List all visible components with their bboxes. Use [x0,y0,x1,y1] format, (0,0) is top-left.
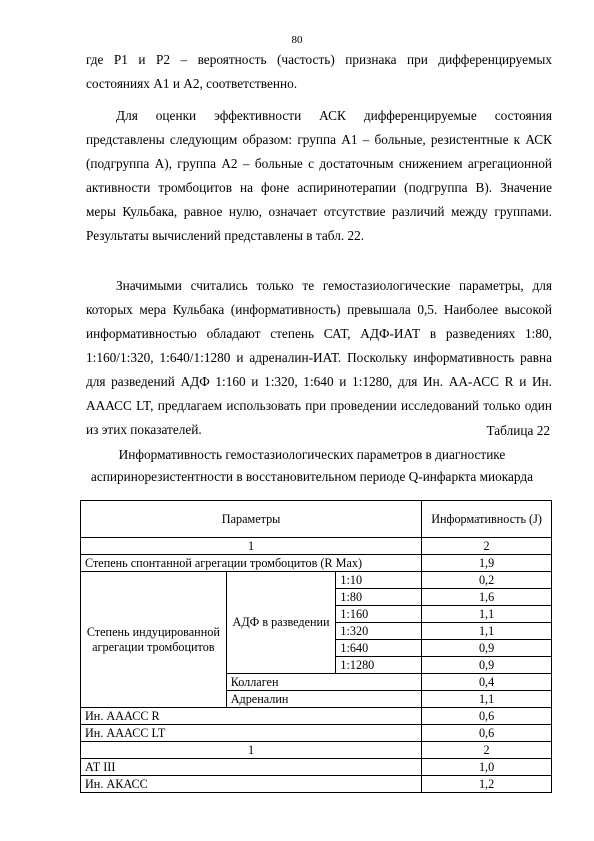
header-parameters: Параметры [81,501,422,538]
dilution-cell: 1:10 [336,572,422,589]
table-row [81,572,552,589]
dilution-value: 1,6 [422,589,552,606]
row-label: АТ III [81,759,422,776]
collagen-value: 0,4 [422,674,552,691]
header-informativity: Информативность (J) [422,501,552,538]
dilution-cell: 1:160 [336,606,422,623]
table-row [81,759,552,776]
table-row [81,708,552,725]
column-number-1: 1 [81,742,422,759]
paragraph-3-text: Значимыми считались только те гемостазиологические параметры, для которых мера Кульбака (информативность) превышала 0,5. Наиболее высокой информативностью обладают степень САТ, АДФ-ИАТ в разведениях 1:80, 1:160/1:320, 1:640/1:1280 и адреналин-ИАТ. Поскольку информативность равна для разведений АДФ 1:160 и 1:320, 1:640 и 1:1280, для Ин. АА-АСС R и Ин. АААСС LT, предлагаем использовать при проведении исследований только один из этих показателей. [86,278,552,437]
dilution-value: 1,1 [422,623,552,640]
page-number: 80 [291,34,303,46]
column-number-row-repeat [81,742,552,759]
row-value: 0,6 [422,708,552,725]
spontaneous-label: Степень спонтанной агрегации тромбоцитов (R Max) [81,555,422,572]
table-row [81,555,552,572]
table-caption-line-1: Информативность гемостазиологических параметров в диагностике [118,447,506,462]
paragraph-1-text: где P1 и P2 – вероятность (частость) признака при дифференцируемых состояниях А1 и А2, соответственно. [86,52,552,91]
row-label: Ин. АКАСС [81,776,422,793]
dilution-value: 0,2 [422,572,552,589]
column-number-2: 2 [422,538,552,555]
spontaneous-value: 1,9 [422,555,552,572]
paragraph-3 [86,274,552,442]
dilution-cell: 1:640 [336,640,422,657]
collagen-label: Коллаген [226,674,421,691]
dilution-value: 0,9 [422,657,552,674]
row-value: 1,2 [422,776,552,793]
dilution-cell: 1:320 [336,623,422,640]
table-caption-line-2: аспиринорезистентности в восстановительном периоде Q-инфаркта миокарда [90,469,534,484]
column-number-1: 1 [81,538,422,555]
induced-aggregation-label: Степень индуцированной агрегации тромбоцитов [81,572,227,708]
column-number-row [81,538,552,555]
table-row [81,776,552,793]
dilution-value: 1,1 [422,606,552,623]
adp-dilution-label: АДФ в разведении [226,572,336,674]
dilution-cell: 1:80 [336,589,422,606]
dilution-cell: 1:1280 [336,657,422,674]
paragraph-1 [86,48,552,96]
informativity-table [80,500,552,793]
adrenaline-value: 1,1 [422,691,552,708]
row-value: 0,6 [422,725,552,742]
table-label: Таблица 22 [486,423,550,438]
dilution-value: 0,9 [422,640,552,657]
table-header-row [81,501,552,538]
row-label: Ин. АААСС R [81,708,422,725]
row-label: Ин. АААСС LT [81,725,422,742]
table-row [81,725,552,742]
paragraph-2 [86,104,552,248]
column-number-2: 2 [422,742,552,759]
row-value: 1,0 [422,759,552,776]
adrenaline-label: Адреналин [226,691,421,708]
table-caption [74,444,550,488]
paragraph-2-text: Для оценки эффективности АСК дифференцируемые состояния представлены следующим образом: группа А1 – больные, резистентные к АСК (подгруппа А), группа А2 – больные с достаточным снижением агрегационной активности тромбоцитов на фоне аспиринотерапии (подгруппа В). Значение меры Кульбака, равное нулю, означает отсутствие различий между группами. Результаты вычислений представлены в табл. 22. [86,108,552,243]
